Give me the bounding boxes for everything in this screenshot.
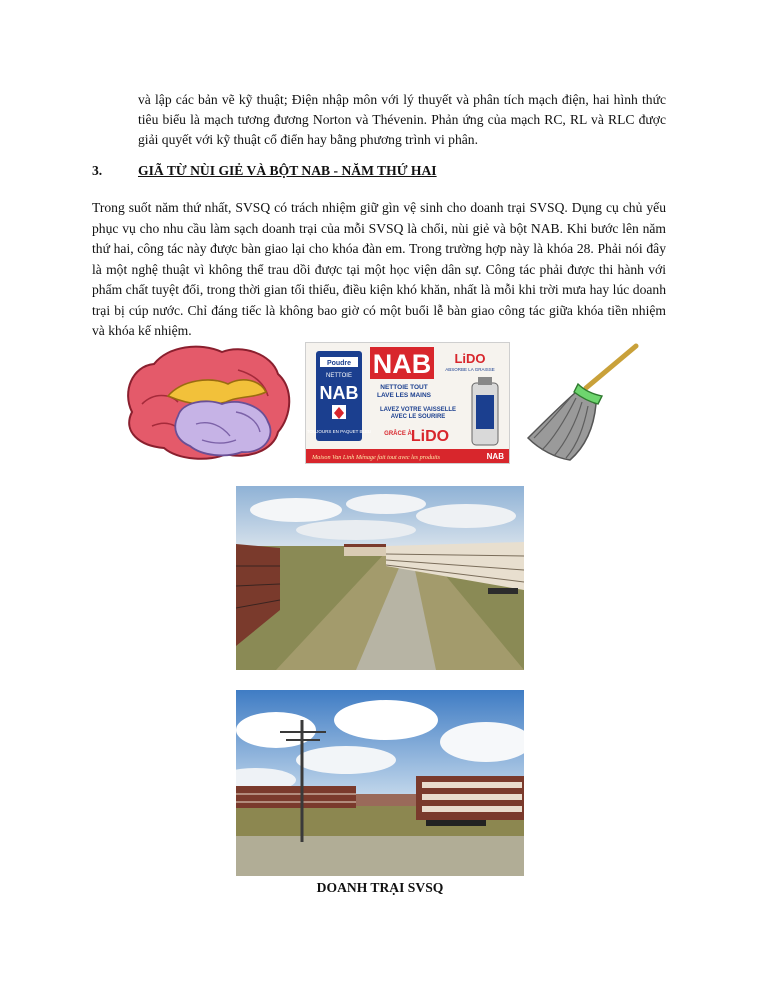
broom-icon: [520, 342, 642, 462]
nab-brand: NAB: [372, 349, 432, 379]
nab-footer-brand: NAB: [486, 452, 504, 461]
nab-can-bottom: TOUJOURS EN PAQUET BLEU: [306, 429, 372, 434]
nab-line1: NETTOIE TOUT: [380, 384, 428, 391]
photo-caption: DOANH TRẠI SVSQ: [316, 880, 444, 895]
lido-line4: AVEC LE SOURIRE: [390, 414, 446, 420]
section-heading: [92, 163, 666, 179]
section-title: GIÃ TỪ NÙI GIẺ VÀ BỘT NAB - NĂM THỨ HAI: [138, 163, 437, 178]
lido-sub: ABSORBE LA GRAISSE: [445, 367, 495, 372]
lido-grace: GRÂCE À: [384, 431, 412, 437]
lido-big: LiDO: [410, 428, 450, 445]
nab-line2: LAVE LES MAINS: [376, 392, 432, 399]
nab-can-top: Poudre: [326, 360, 352, 367]
barracks-photo-2: [236, 690, 524, 876]
body-paragraph: Trong suốt năm thứ nhất, SVSQ có trách nhiệm giữ gìn vệ sinh cho doanh trại SVSQ. Dụng cụ chủ yếu phục vụ cho nhu cầu làm sạch doanh trại của mỗi SVSQ là chổi, nùi giẻ và bột NAB. Khi bước lên năm thứ hai, công tác này được bàn giao lại cho khóa đàn em. Trong trường hợp này là khóa 28. Phải nói đây là một nghệ thuật vì không thể trau dồi được tại một học viện dân sự. Công tác phải được thi hành với phẩm chất tuyệt đối, trong thời gian tối thiểu, điều kiện khó khăn, nhất là mỗi khi trời mưa hay lúc doanh trại bị cúp nước. Chỉ đáng tiếc là không bao giờ có một buổi lễ bàn giao công tác giữa khóa tiền nhiệm và khóa kế nhiệm.: [92, 200, 666, 338]
continuation-paragraph: và lập các bản vẽ kỹ thuật; Điện nhập môn với lý thuyết và phân tích mạch điện, hai hình thức tiêu biểu là mạch tương đương Norton và Thévenin. Phản ứng của mạch RC, RL và RLC được giải quyết với kỹ thuật cổ điển hay bằng phương trình vi phân.: [138, 92, 666, 147]
section-number: 3.: [92, 163, 103, 178]
nab-can-sub: NETTOIE: [326, 373, 352, 379]
nab-footer: Maison Van Linh Ménage fait tout avec les produits: [312, 454, 440, 461]
nab-ad-icon: [305, 342, 510, 464]
rag-icon: [118, 340, 294, 462]
nab-can-brand: NAB: [319, 383, 359, 403]
lido-brand: LiDO: [454, 351, 486, 366]
barracks-photo-1: [236, 486, 524, 670]
lido-line3: LAVEZ VOTRE VAISSELLE: [379, 407, 457, 413]
